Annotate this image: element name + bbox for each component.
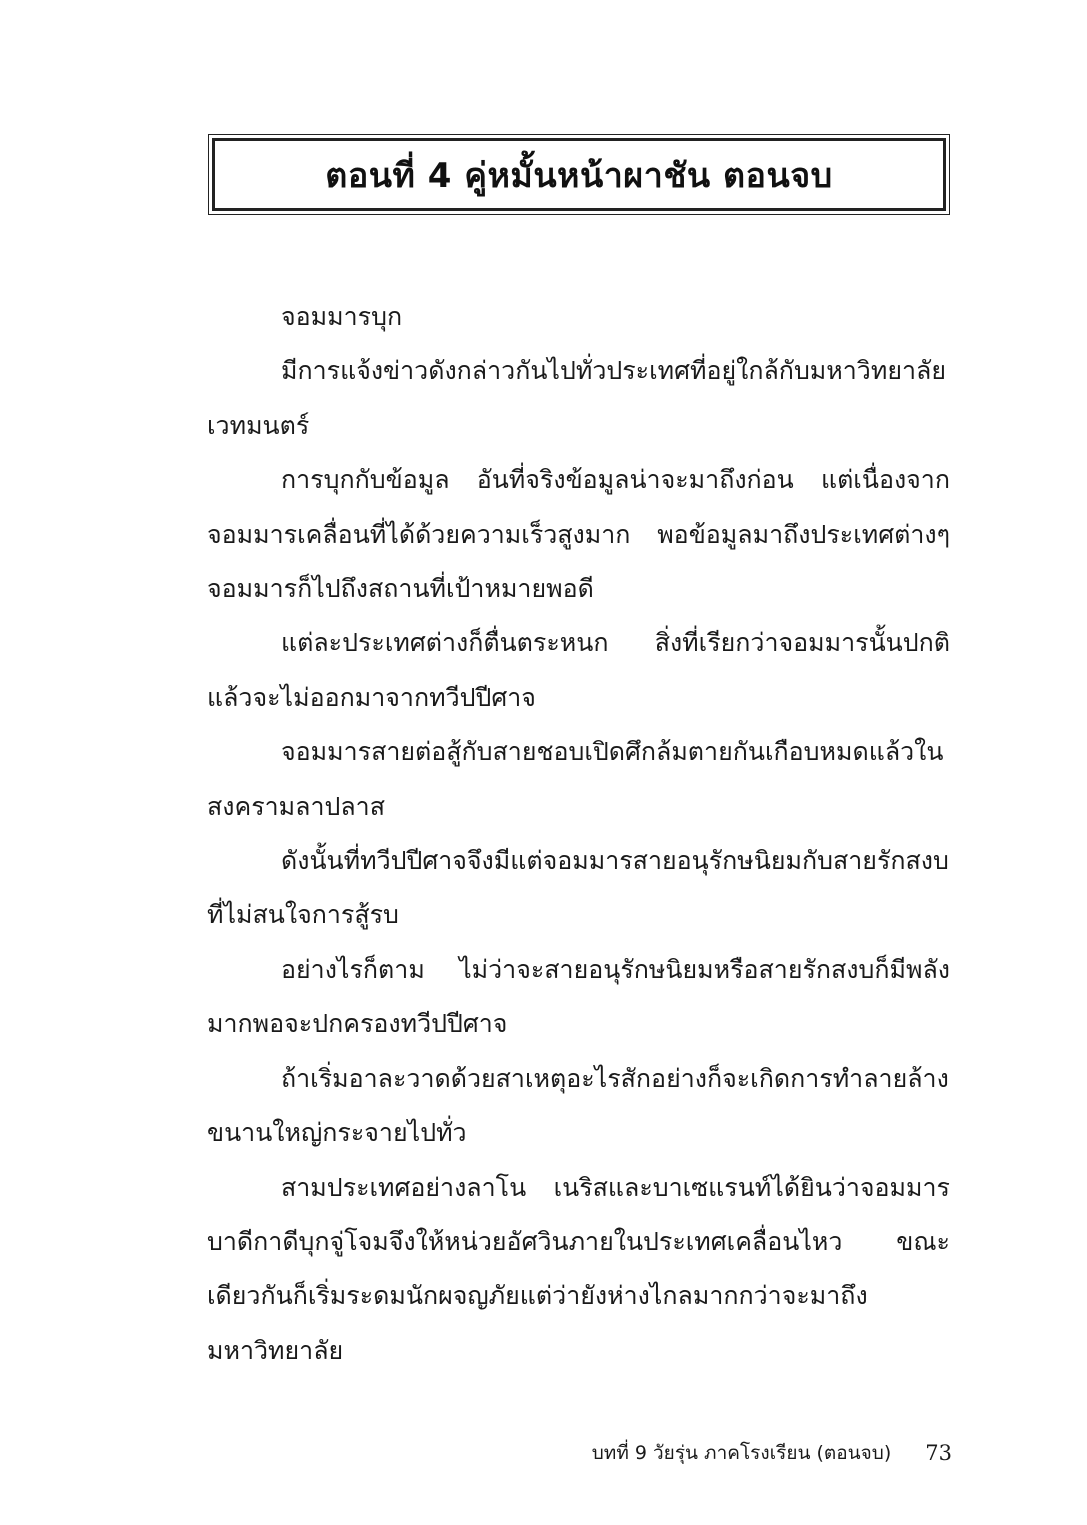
chapter-title: ตอนที่ 4 คู่หมั้นหน้าผาชัน ตอนจบ bbox=[325, 155, 833, 196]
page-number: 73 bbox=[925, 1441, 952, 1465]
paragraph: ถ้าเริ่มอาละวาดด้วยสาเหตุอะไรสักอย่างก็จะเกิดการทำลายล้างขนานใหญ่กระจายไปทั่ว bbox=[207, 1063, 949, 1148]
chapter-title-inner-border bbox=[212, 138, 946, 211]
running-footer-chapter: บทที่ 9 วัยรุ่น ภาคโรงเรียน (ตอนจบ) bbox=[591, 1442, 892, 1464]
paragraph: อย่างไรก็ตาม ไม่ว่าจะสายอนุรักษนิยมหรือสายรักสงบก็มีพลังมากพอจะปกครองทวีปปีศาจ bbox=[207, 954, 950, 1039]
page-footer bbox=[560, 1433, 952, 1473]
paragraph: จอมมารสายต่อสู้กับสายชอบเปิดศึกล้มตายกันเกือบหมดแล้วในสงครามลาปลาส bbox=[207, 737, 944, 821]
paragraph: การบุกกับข้อมูล อันที่จริงข้อมูลน่าจะมาถึงก่อน แต่เนื่องจากจอมมารเคลื่อนที่ได้ด้วยความเร็วสูงมาก พอข้อมูลมาถึงประเทศต่างๆจอมมารก็ไปถึงสถานที่เป้าหมายพอดี bbox=[207, 465, 950, 604]
paragraph: ดังนั้นที่ทวีปปีศาจจึงมีแต่จอมมารสายอนุรักษนิยมกับสายรักสงบที่ไม่สนใจการสู้รบ bbox=[207, 846, 949, 930]
body-text bbox=[207, 290, 950, 1378]
paragraph: แต่ละประเทศต่างก็ตื่นตระหนก สิ่งที่เรียกว่าจอมมารนั้นปกติแล้วจะไม่ออกมาจากทวีปปีศาจ bbox=[207, 628, 950, 712]
paragraph: จอมมารบุก bbox=[281, 302, 403, 331]
paragraph: สามประเทศอย่างลาโน เนริสและบาเซแรนท์ได้ยินว่าจอมมารบาดีกาดีบุกจู่โจมจึงให้หน่วยอัศวินภายในประเทศเคลื่อนไหว ขณะเดียวกันก็เริ่มระดมนักผจญภัยแต่ว่ายังห่างไกลมากกว่าจะมาถึงมหาวิทยาลัย bbox=[207, 1172, 950, 1365]
chapter-title-box bbox=[208, 134, 950, 215]
paragraph: มีการแจ้งข่าวดังกล่าวกันไปทั่วประเทศที่อยู่ใกล้กับมหาวิทยาลัยเวทมนตร์ bbox=[207, 356, 946, 440]
